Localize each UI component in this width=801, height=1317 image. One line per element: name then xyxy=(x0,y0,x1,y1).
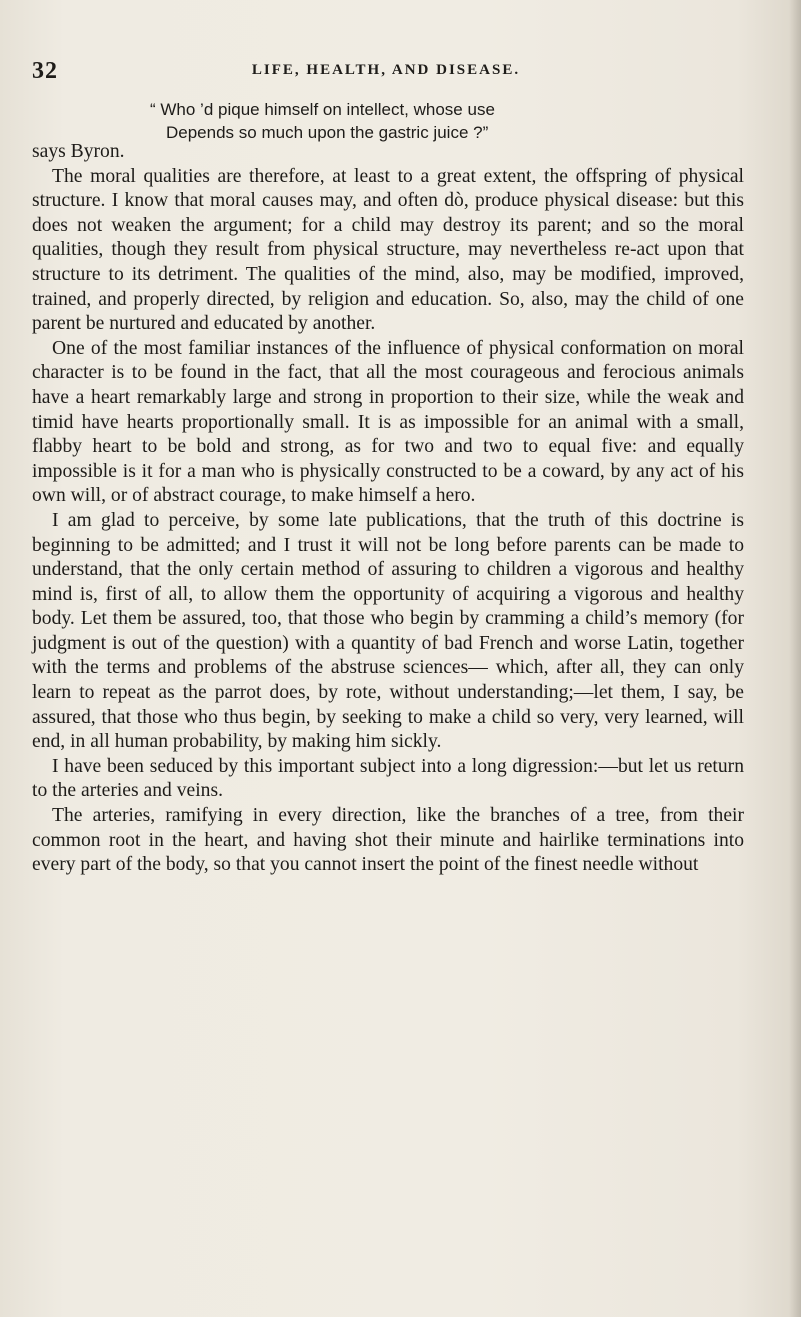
page-number: 32 xyxy=(32,58,58,84)
running-title: LIFE, HEALTH, AND DISEASE. xyxy=(251,62,521,78)
body-text xyxy=(32,140,744,878)
paragraph-digression: I have been seduced by this important subject into a long digression:—but let us return to the arteries and veins. xyxy=(32,755,744,802)
paragraph-doctrine: I am glad to perceive, by some late publications, that the truth of this doctrine is beginning to be admitted; and I trust it will not be long before parents can be made to understand, that the only certain method of assuring to children a vigorous and healthy mind is, first of all, to allow them the opportunity of acquiring a vigorous and healthy body. Let them be assured, too, that those who begin by cramming a child’s memory (for judgment is out of the question) with a quantity of bad French and worse Latin, together with the terms and problems of the abstruse sciences— which, after all, they can only learn to repeat as the parrot does, by rote, without understanding;—let them, I say, be assured, that those who thus begin, by seeking to make a child so very, very learned, will end, in all human probability, by making him sickly. xyxy=(32,509,744,753)
paragraph-moral-qualities: The moral qualities are therefore, at least to a great extent, the offspring of physical structure. I know that moral causes may, and often dò, produce physical disease: but this does not weaken the argument; for a child may destroy its parent; and so the moral qualities, though they result from physical structure, may nevertheless re-act upon that structure to its detriment. The qualities of the mind, also, may be modified, improved, trained, and properly directed, by religion and education. So, also, may the child of one parent be nurtured and educated by another. xyxy=(32,165,744,335)
epigraph-line-2: Depends so much upon the gastric juice ?” xyxy=(166,123,489,142)
epigraph-quote xyxy=(150,98,670,144)
page-header xyxy=(32,58,740,84)
page-edge-shadow xyxy=(789,0,801,1317)
paragraph-physical-conformation: One of the most familiar instances of the influence of physical conformation on moral character is to be found in the fact, that all the most courageous and ferocious animals have a heart remarkably large and strong in proportion to their size, while the weak and timid have hearts proportionally small. It is as impossible for an animal with a small, flabby heart to be bold and strong, as for two and two to equal five: and equally impossible is it for a man who is physically constructed to be a coward, by any act of his own will, or of abstract courage, to make himself a hero. xyxy=(32,337,744,507)
paragraph-attribution: says Byron. xyxy=(32,141,125,162)
paragraph-arteries: The arteries, ramifying in every direction, like the branches of a tree, from their common root in the heart, and having shot their minute and hairlike terminations into every part of the body, so that you cannot insert the point of the finest needle without xyxy=(32,805,744,876)
epigraph-line-1: “ Who ’d pique himself on intellect, whose use xyxy=(150,100,495,119)
